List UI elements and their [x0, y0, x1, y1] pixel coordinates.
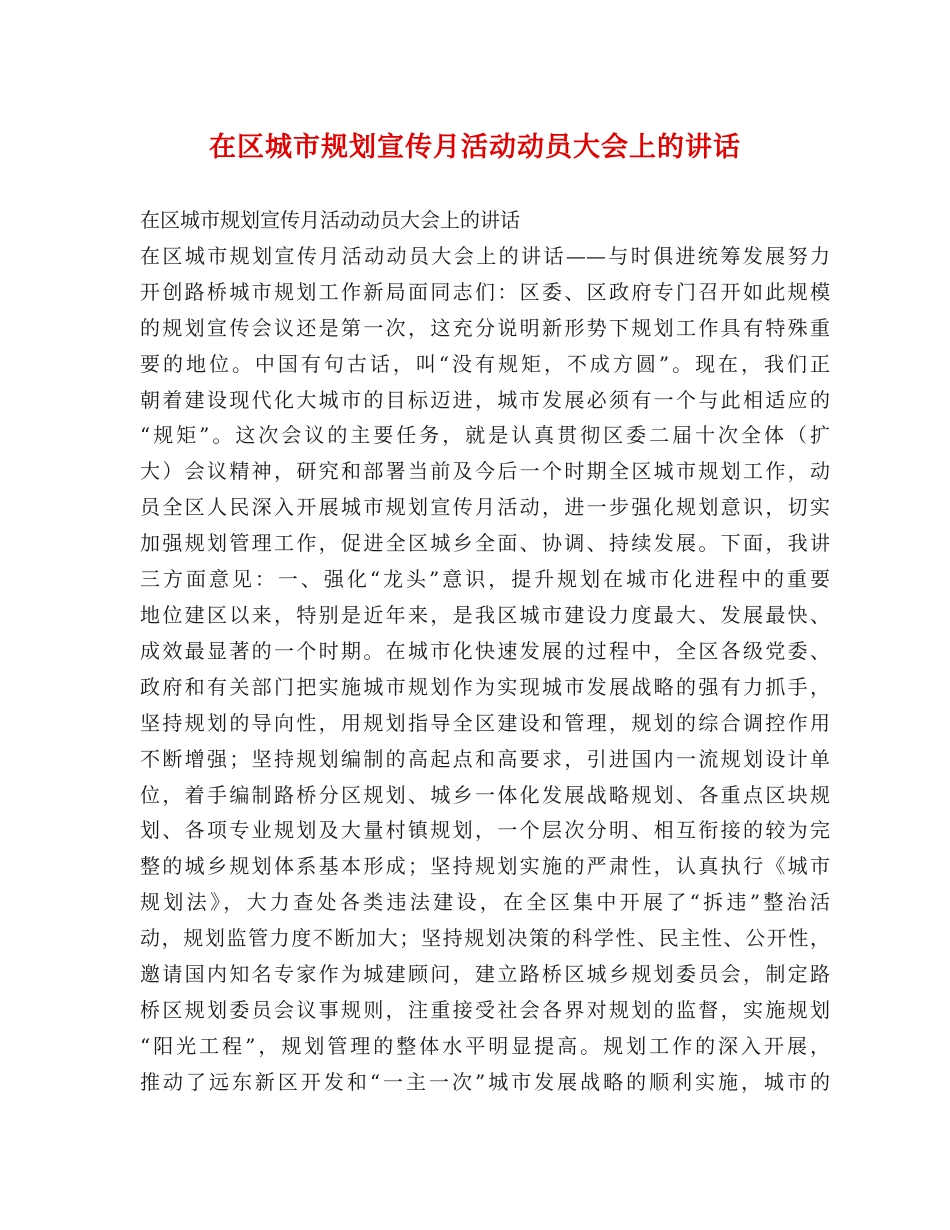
- body-line: 地位建区以来，特别是近年来，是我区城市建设力度最大、发展最快、: [140, 602, 830, 627]
- body-line: 不断增强；坚持规划编制的高起点和高要求，引进国内一流规划设计单: [140, 746, 830, 771]
- body-line: 推动了远东新区开发和“一主一次”城市发展战略的顺利实施，城市的: [140, 1069, 830, 1094]
- document-body: [140, 203, 830, 1101]
- body-line: 的规划宣传会议还是第一次，这充分说明新形势下规划工作具有特殊重: [140, 315, 830, 340]
- body-line: 位，着手编制路桥分区规划、城乡一体化发展战略规划、各重点区块规: [140, 782, 830, 807]
- body-line: 规划法》，大力查处各类违法建设，在全区集中开展了“拆违”整治活: [140, 890, 830, 915]
- body-line: 成效最显著的一个时期。在城市化快速发展的过程中，全区各级党委、: [140, 638, 830, 663]
- document-title: 在区城市规划宣传月活动动员大会上的讲话: [209, 132, 741, 163]
- body-line: 朝着建设现代化大城市的目标迈进，城市发展必须有一个与此相适应的: [140, 387, 830, 412]
- body-line: 在区城市规划宣传月活动动员大会上的讲话: [140, 208, 520, 232]
- body-line: 要的地位。中国有句古话，叫“没有规矩，不成方圆”。现在，我们正: [140, 351, 830, 376]
- body-line: 大）会议精神，研究和部署当前及今后一个时期全区城市规划工作，动: [140, 459, 830, 484]
- body-line: 邀请国内知名专家作为城建顾问，建立路桥区城乡规划委员会，制定路: [140, 962, 830, 987]
- body-line: “规矩”。这次会议的主要任务，就是认真贯彻区委二届十次全体（扩: [140, 423, 830, 448]
- body-line: 动，规划监管力度不断加大；坚持规划决策的科学性、民主性、公开性，: [140, 926, 830, 951]
- body-line: 整的城乡规划体系基本形成；坚持规划实施的严肃性，认真执行《城市: [140, 854, 830, 879]
- body-line: 政府和有关部门把实施城市规划作为实现城市发展战略的强有力抓手，: [140, 674, 830, 699]
- body-line: “阳光工程”，规划管理的整体水平明显提高。规划工作的深入开展，: [140, 1033, 830, 1058]
- body-line: 员全区人民深入开展城市规划宣传月活动，进一步强化规划意识，切实: [140, 495, 830, 520]
- body-line: 划、各项专业规划及大量村镇规划，一个层次分明、相互衔接的较为完: [140, 818, 830, 843]
- body-line: 在区城市规划宣传月活动动员大会上的讲话——与时俱进统筹发展努力: [140, 243, 830, 268]
- body-line: 加强规划管理工作，促进全区城乡全面、协调、持续发展。下面，我讲: [140, 531, 830, 556]
- body-line: 开创路桥城市规划工作新局面同志们：区委、区政府专门召开如此规模: [140, 279, 830, 304]
- body-line: 坚持规划的导向性，用规划指导全区建设和管理，规划的综合调控作用: [140, 710, 830, 735]
- body-line: 三方面意见：一、强化“龙头”意识，提升规划在城市化进程中的重要: [140, 567, 830, 592]
- body-line: 桥区规划委员会议事规则，注重接受社会各界对规划的监督，实施规划: [140, 997, 830, 1022]
